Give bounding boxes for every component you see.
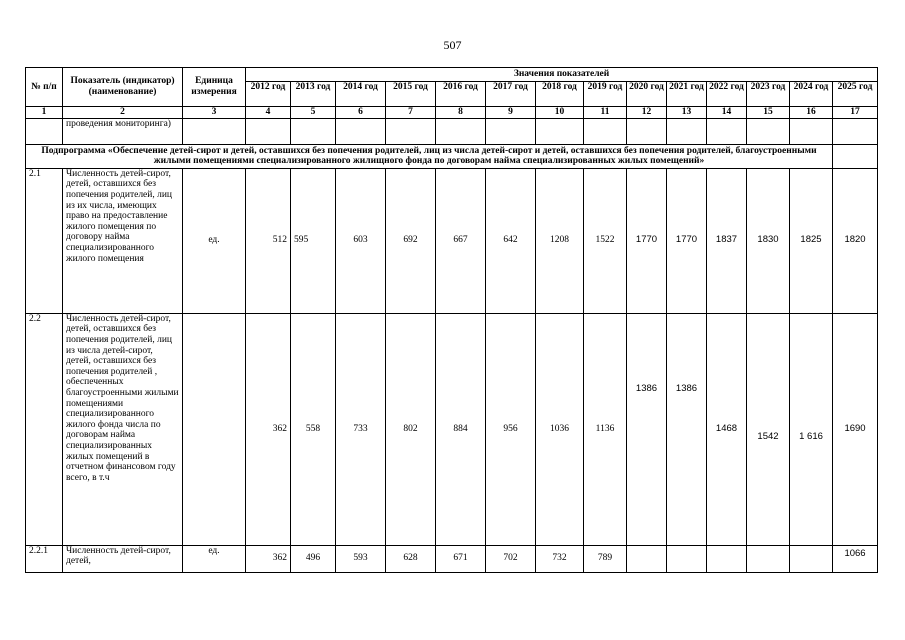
cell-empty	[833, 118, 878, 144]
cell-empty	[790, 118, 833, 144]
cell-empty	[246, 118, 291, 144]
column-number: 10	[536, 107, 584, 119]
cell-empty	[536, 118, 584, 144]
indicator-name: Численность детей-сирот, детей, оставшихся без попечения родителей, лиц из их числа, имеющих право на предоставление жилого помещения по договору найма специализированного жилого помещения	[63, 168, 183, 313]
unit-cell	[183, 313, 246, 545]
value-cell: 642	[486, 168, 536, 313]
value-cell: 1386	[627, 313, 667, 545]
year-header: 2018 год	[536, 82, 584, 107]
year-header: 2020 год	[627, 82, 667, 107]
column-number: 7	[386, 107, 436, 119]
column-number: 2	[63, 107, 183, 119]
value-cell: 603	[336, 168, 386, 313]
continuation-text: проведения мониторинга)	[63, 118, 183, 144]
cell-empty	[707, 118, 747, 144]
row-id: 2.2.1	[26, 545, 63, 572]
col-header-indicator: Показатель (индикатор) (наименование)	[63, 68, 183, 107]
column-number: 4	[246, 107, 291, 119]
year-header: 2014 год	[336, 82, 386, 107]
value-cell: 595	[291, 168, 336, 313]
value-cell: 1522	[584, 168, 627, 313]
value-cell: 1825	[790, 168, 833, 313]
column-number: 17	[833, 107, 878, 119]
year-header: 2025 год	[833, 82, 878, 107]
value-cell: 884	[436, 313, 486, 545]
cell-empty	[336, 118, 386, 144]
header-row-1	[26, 68, 878, 82]
cell-empty	[486, 118, 536, 144]
value-cell: 702	[486, 545, 536, 572]
year-header: 2021 год	[667, 82, 707, 107]
row-id: 2.2	[26, 313, 63, 545]
value-cell	[707, 545, 747, 572]
cell-empty	[747, 118, 790, 144]
column-number: 13	[667, 107, 707, 119]
value-cell: 789	[584, 545, 627, 572]
year-header: 2016 год	[436, 82, 486, 107]
column-number: 11	[584, 107, 627, 119]
year-header: 2019 год	[584, 82, 627, 107]
value-cell: 1386	[667, 313, 707, 545]
column-number-row	[26, 107, 878, 119]
col-header-no: № п/п	[26, 68, 63, 107]
cell-empty	[26, 118, 63, 144]
indicator-name: Численность детей-сирот, детей, оставшихся без попечения родителей, лиц из числа детей-сирот, детей, оставшихся без попечения родителей , обеспеченных благоустроенными жилыми помещениями специализированного жилого фонда числа по договорам найма специализированных жилых помещений в отчетном финансовом году всего, в т.ч	[63, 313, 183, 545]
subprogram-row	[26, 144, 878, 168]
column-number: 6	[336, 107, 386, 119]
table-row-2-2-1	[26, 545, 878, 572]
value-cell: 1770	[627, 168, 667, 313]
col-header-unit: Единица измерения	[183, 68, 246, 107]
table-row-continuation	[26, 118, 878, 144]
cell-empty	[584, 118, 627, 144]
year-header: 2012 год	[246, 82, 291, 107]
value-cell: 1820	[833, 168, 878, 313]
value-cell: 558	[291, 313, 336, 545]
cell-empty	[291, 118, 336, 144]
value-cell: 1837	[707, 168, 747, 313]
value-cell: 732	[536, 545, 584, 572]
column-number: 14	[707, 107, 747, 119]
value-cell: 512	[246, 168, 291, 313]
value-cell: 733	[336, 313, 386, 545]
year-header: 2013 год	[291, 82, 336, 107]
year-header: 2023 год	[747, 82, 790, 107]
column-number: 9	[486, 107, 536, 119]
value-cell: 956	[486, 313, 536, 545]
value-cell	[790, 545, 833, 572]
value-cell	[667, 545, 707, 572]
col-header-values: Значения показателей	[246, 68, 878, 82]
cell-empty	[833, 144, 878, 168]
column-number: 12	[627, 107, 667, 119]
value-cell: 692	[386, 168, 436, 313]
column-number: 5	[291, 107, 336, 119]
indicators-table	[25, 67, 878, 573]
table-row-2-2	[26, 313, 878, 545]
value-cell: 362	[246, 313, 291, 545]
value-cell: 1770	[667, 168, 707, 313]
cell-empty	[627, 118, 667, 144]
row-id: 2.1	[26, 168, 63, 313]
column-number: 1	[26, 107, 63, 119]
column-number: 16	[790, 107, 833, 119]
table-row-2-1	[26, 168, 878, 313]
year-header: 2022 год	[707, 82, 747, 107]
column-number: 8	[436, 107, 486, 119]
value-cell: 1468	[707, 313, 747, 545]
year-header: 2024 год	[790, 82, 833, 107]
page-number: 507	[443, 38, 462, 52]
value-cell: 667	[436, 168, 486, 313]
value-cell: 593	[336, 545, 386, 572]
value-cell: 1 616	[790, 313, 833, 545]
value-cell: 1542	[747, 313, 790, 545]
year-header: 2015 год	[386, 82, 436, 107]
cell-empty	[183, 118, 246, 144]
value-cell: 802	[386, 313, 436, 545]
value-cell	[747, 545, 790, 572]
value-cell: 1690	[833, 313, 878, 545]
value-cell: 628	[386, 545, 436, 572]
value-cell: 1066	[833, 545, 878, 572]
value-cell	[627, 545, 667, 572]
column-number: 3	[183, 107, 246, 119]
column-number: 15	[747, 107, 790, 119]
value-cell: 1036	[536, 313, 584, 545]
indicator-name: Численность детей-сирот, детей,	[63, 545, 183, 572]
value-cell: 1208	[536, 168, 584, 313]
value-cell: 496	[291, 545, 336, 572]
subprogram-title: Подпрограмма «Обеспечение детей-сирот и детей, оставшихся без попечения родителей, лиц из числа детей-сирот и детей, оставшихся без попечения родителей, благоустроенными жилыми помещениями специализированного жилищного фонда по договорам найма специализированных жилых помещений»	[26, 144, 833, 168]
unit-cell: ед.	[183, 545, 246, 572]
value-cell: 1136	[584, 313, 627, 545]
unit-cell: ед.	[183, 168, 246, 313]
year-header: 2017 год	[486, 82, 536, 107]
value-cell: 671	[436, 545, 486, 572]
cell-empty	[667, 118, 707, 144]
cell-empty	[436, 118, 486, 144]
value-cell: 1830	[747, 168, 790, 313]
cell-empty	[386, 118, 436, 144]
value-cell: 362	[246, 545, 291, 572]
